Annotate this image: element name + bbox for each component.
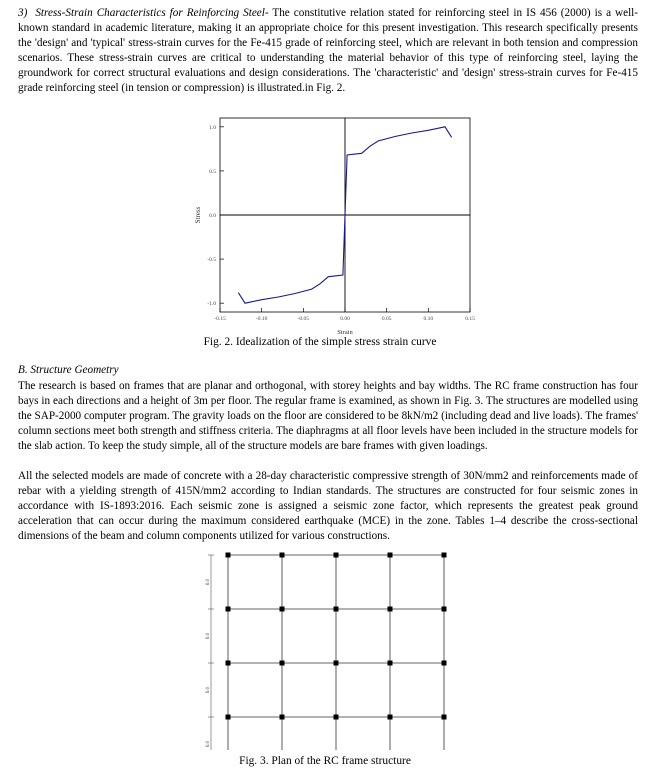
y-tick-label: -0.5: [207, 257, 216, 264]
section-b-paragraph-2: All the selected models are made of concrete with a 28-day characteristic compressive strength of 30N/mm2 and reinforcements made of rebar with a yielding strength of 415N/mm2 according to Indian standards. The structures are constructed for four seismic zones in accordance with IS-1893:2016. Each seismic zone is assigned a seismic zone factor, which represents the greatest peak ground acceleration that can occur during the maximum considered earthquake (MCE) in the zone. Tables 1–4 describe the cross-sectional dimensions of the beam and column components utilized for various constructions.: [18, 470, 638, 543]
section-b-paragraph-1: The research is based on frames that are planar and orthogonal, with storey heights and bay widths. The RC frame construction has four bays in each directions and a height of 3m per floor. The regular frame is examined, as shown in Fig. 3. The structures are modelled using the SAP-2000 computer program. The gravity loads on the floor are considered to be 8kN/m2 (including dead and live loads). The frames' column sections meet both strength and stiffness criteria. The diaphragms at all floor levels have been included in the structure models for the slab action. To keep the study simple, all of the structure models are bare frames with given loadings.: [18, 380, 638, 453]
x-tick-label: 0.05: [381, 316, 392, 322]
column-node: [442, 715, 447, 720]
column-node: [388, 553, 393, 558]
section-3-paragraph: [18, 6, 638, 97]
section-b-heading: B. Structure Geometry: [18, 364, 119, 376]
dimension-label-y: 6.0: [206, 578, 211, 586]
dimension-label-y: 6.0: [206, 686, 211, 694]
fig3-caption: Fig. 3. Plan of the RC frame structure: [239, 755, 411, 767]
column-node: [442, 661, 447, 666]
column-node: [334, 553, 339, 558]
x-tick-label: -0.05: [297, 316, 310, 322]
column-node: [226, 661, 231, 666]
x-tick-label: -0.10: [255, 316, 268, 322]
column-node: [226, 553, 231, 558]
section-text: The constitutive relation stated for reinforcing steel in IS 456 (2000) is a well-known standard in academic literature, making it an appropriate choice for this present investigation. This research specifically presents the 'design' and 'typical' stress-strain curves for the Fe-415 grade of reinforcing steel, which are relevant in both tension and compression scenarios. These stress-strain curves are critical to understanding the material behavior of this type of reinforcing steel, laying the groundwork for correct structural evaluations and design considerations. The 'characteristic' and 'design' stress-strain curves for Fe-415 grade reinforcing steel (in tension or compression) is illustrated.in Fig. 2.: [18, 7, 639, 95]
x-tick-label: -0.15: [214, 316, 226, 322]
section-number: 3): [18, 7, 28, 19]
x-tick-label: 0.15: [465, 316, 475, 322]
stress-strain-chart: [180, 106, 480, 338]
column-node: [280, 715, 285, 720]
y-tick-label: 0.0: [209, 213, 216, 219]
column-node: [226, 715, 231, 720]
column-node: [388, 661, 393, 666]
dimension-label-y: 6.0: [206, 740, 211, 748]
column-node: [442, 607, 447, 612]
column-node: [388, 715, 393, 720]
dimension-label-y: 6.0: [206, 632, 211, 640]
fig2-caption: Fig. 2. Idealization of the simple stress strain curve: [203, 336, 437, 348]
section-lead: Stress-Strain Characteristics for Reinforcing Steel-: [35, 7, 269, 19]
y-tick-label: 0.5: [209, 168, 216, 175]
column-node: [442, 553, 447, 558]
y-axis-label: Stress: [194, 206, 202, 224]
frame-plan-diagram: [195, 548, 465, 750]
column-node: [334, 715, 339, 720]
column-node: [280, 661, 285, 666]
y-tick-label: 1.0: [209, 124, 216, 131]
column-node: [334, 607, 339, 612]
x-tick-label: 0.10: [423, 316, 434, 322]
column-node: [334, 661, 339, 666]
y-tick-label: -1.0: [207, 301, 216, 308]
column-node: [280, 607, 285, 612]
column-node: [226, 607, 231, 612]
x-tick-label: 0.00: [340, 316, 350, 322]
x-axis-label: Strain: [337, 329, 353, 336]
column-node: [388, 607, 393, 612]
column-node: [280, 553, 285, 558]
